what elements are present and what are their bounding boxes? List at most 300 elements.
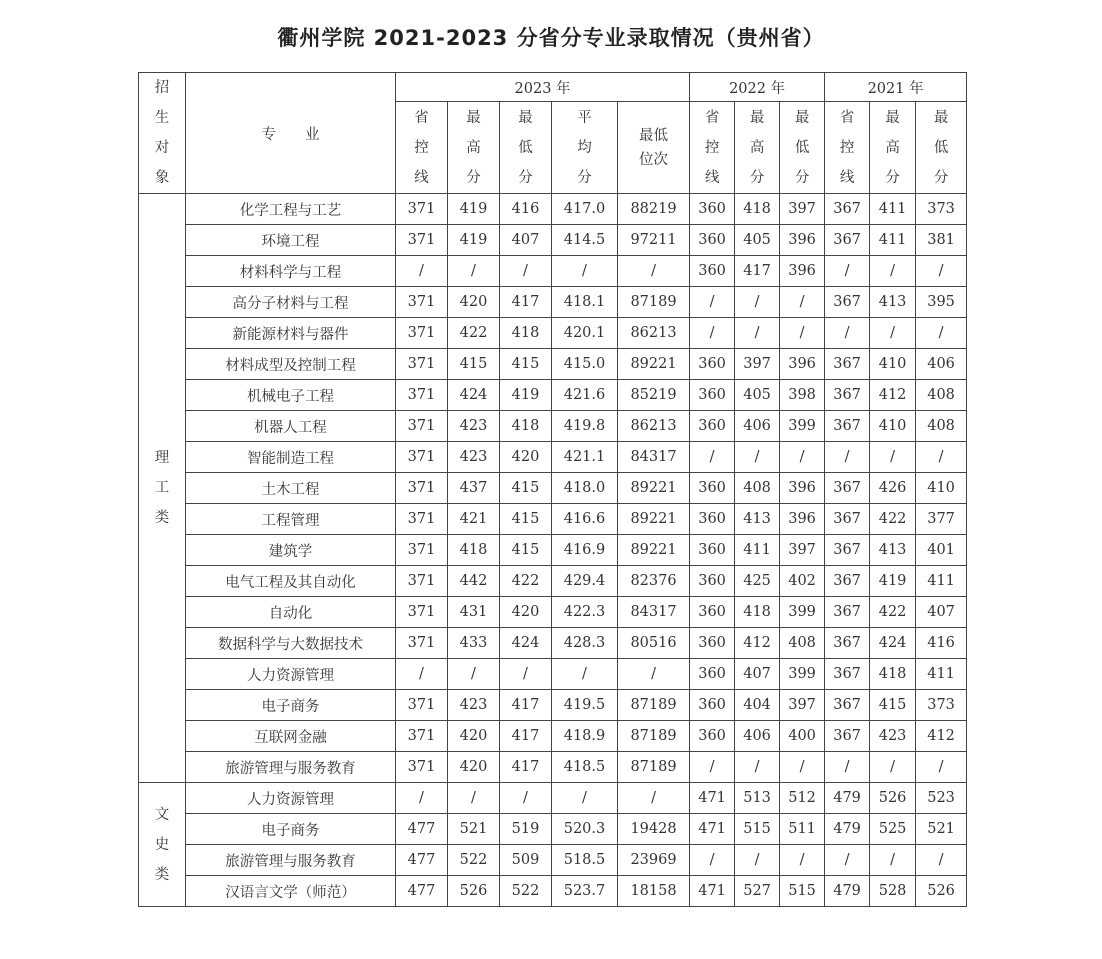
score-cell: 402	[780, 566, 825, 597]
score-cell: /	[690, 752, 735, 783]
score-cell: 424	[870, 628, 916, 659]
score-cell: 417	[735, 256, 780, 287]
table-row	[139, 411, 967, 442]
score-cell: 522	[448, 845, 500, 876]
score-cell: /	[916, 752, 967, 783]
col-header-2022-provincial-line: 省 控 线	[690, 102, 735, 194]
score-cell: /	[735, 287, 780, 318]
major-name: 高分子材料与工程	[186, 287, 396, 318]
major-name: 旅游管理与服务教育	[186, 752, 396, 783]
score-cell: 415	[500, 535, 552, 566]
score-cell: 419	[448, 194, 500, 225]
score-cell: 420	[448, 721, 500, 752]
table-row	[139, 659, 967, 690]
score-cell: 428.3	[552, 628, 618, 659]
score-cell: 371	[396, 225, 448, 256]
table-row	[139, 752, 967, 783]
score-cell: 371	[396, 752, 448, 783]
major-name: 智能制造工程	[186, 442, 396, 473]
score-cell: 87189	[618, 752, 690, 783]
score-cell: 371	[396, 411, 448, 442]
table-row	[139, 721, 967, 752]
score-cell: 521	[916, 814, 967, 845]
major-name: 建筑学	[186, 535, 396, 566]
score-cell: 85219	[618, 380, 690, 411]
table-row	[139, 194, 967, 225]
score-cell: 89221	[618, 473, 690, 504]
score-cell: /	[500, 256, 552, 287]
score-cell: /	[735, 318, 780, 349]
score-cell: 418.0	[552, 473, 618, 504]
score-cell: 420	[448, 752, 500, 783]
score-cell: 18158	[618, 876, 690, 907]
year-2023-header: 2023 年	[396, 73, 690, 102]
score-cell: 415.0	[552, 349, 618, 380]
score-cell: 416.9	[552, 535, 618, 566]
col-header-2021-max-score: 最 高 分	[870, 102, 916, 194]
score-cell: 84317	[618, 597, 690, 628]
score-cell: 360	[690, 504, 735, 535]
score-cell: 367	[825, 566, 870, 597]
score-cell: 523	[916, 783, 967, 814]
score-cell: 410	[870, 349, 916, 380]
year-2021-header: 2021 年	[825, 73, 967, 102]
col-header-2021-min-score: 最 低 分	[916, 102, 967, 194]
score-cell: 412	[870, 380, 916, 411]
score-cell: 367	[825, 504, 870, 535]
score-cell: 408	[916, 380, 967, 411]
major-name: 汉语言文学（师范）	[186, 876, 396, 907]
major-name: 机器人工程	[186, 411, 396, 442]
score-cell: 360	[690, 473, 735, 504]
score-cell: 420	[500, 597, 552, 628]
score-cell: 360	[690, 690, 735, 721]
score-cell: 407	[735, 659, 780, 690]
score-cell: 398	[780, 380, 825, 411]
score-cell: 371	[396, 504, 448, 535]
score-cell: 371	[396, 287, 448, 318]
score-cell: 412	[916, 721, 967, 752]
major-name: 环境工程	[186, 225, 396, 256]
score-cell: 381	[916, 225, 967, 256]
score-cell: /	[870, 752, 916, 783]
score-cell: 371	[396, 535, 448, 566]
score-cell: 87189	[618, 287, 690, 318]
score-cell: 442	[448, 566, 500, 597]
score-cell: 406	[916, 349, 967, 380]
score-cell: /	[618, 256, 690, 287]
score-cell: 479	[825, 783, 870, 814]
score-cell: 377	[916, 504, 967, 535]
score-cell: 396	[780, 504, 825, 535]
score-cell: /	[552, 659, 618, 690]
score-cell: 408	[780, 628, 825, 659]
score-cell: 479	[825, 876, 870, 907]
major-name: 电气工程及其自动化	[186, 566, 396, 597]
major-name: 土木工程	[186, 473, 396, 504]
score-cell: 413	[870, 535, 916, 566]
table-row	[139, 814, 967, 845]
major-name: 工程管理	[186, 504, 396, 535]
score-cell: 422.3	[552, 597, 618, 628]
score-cell: /	[825, 256, 870, 287]
score-cell: 360	[690, 256, 735, 287]
score-cell: 523.7	[552, 876, 618, 907]
score-cell: 515	[735, 814, 780, 845]
score-cell: /	[825, 752, 870, 783]
score-cell: 371	[396, 194, 448, 225]
score-cell: 419	[500, 380, 552, 411]
score-cell: 417.0	[552, 194, 618, 225]
major-name: 电子商务	[186, 814, 396, 845]
score-cell: 397	[780, 535, 825, 566]
score-cell: 471	[690, 876, 735, 907]
score-cell: 367	[825, 225, 870, 256]
score-cell: 371	[396, 380, 448, 411]
score-cell: 424	[448, 380, 500, 411]
score-cell: 422	[870, 597, 916, 628]
major-name: 自动化	[186, 597, 396, 628]
score-cell: 414.5	[552, 225, 618, 256]
score-cell: /	[396, 659, 448, 690]
score-cell: 413	[735, 504, 780, 535]
score-cell: /	[552, 783, 618, 814]
score-cell: 420.1	[552, 318, 618, 349]
table-row	[139, 256, 967, 287]
score-cell: 477	[396, 845, 448, 876]
score-cell: 418	[500, 318, 552, 349]
table-row	[139, 349, 967, 380]
score-cell: 519	[500, 814, 552, 845]
score-cell: 415	[448, 349, 500, 380]
score-cell: 367	[825, 535, 870, 566]
score-cell: 419	[448, 225, 500, 256]
score-cell: 19428	[618, 814, 690, 845]
score-cell: 360	[690, 411, 735, 442]
score-cell: 360	[690, 628, 735, 659]
score-cell: 411	[916, 659, 967, 690]
major-name: 人力资源管理	[186, 659, 396, 690]
score-cell: 367	[825, 473, 870, 504]
major-header: 专 业	[186, 73, 396, 194]
score-cell: /	[690, 287, 735, 318]
score-cell: /	[825, 442, 870, 473]
score-cell: 418.1	[552, 287, 618, 318]
score-cell: 82376	[618, 566, 690, 597]
score-cell: 518.5	[552, 845, 618, 876]
major-name: 新能源材料与器件	[186, 318, 396, 349]
score-cell: /	[780, 318, 825, 349]
score-cell: /	[448, 256, 500, 287]
score-cell: 86213	[618, 318, 690, 349]
score-cell: 89221	[618, 349, 690, 380]
score-cell: 422	[500, 566, 552, 597]
score-cell: /	[825, 845, 870, 876]
score-cell: 367	[825, 659, 870, 690]
score-cell: 371	[396, 349, 448, 380]
score-cell: 528	[870, 876, 916, 907]
score-cell: 423	[448, 411, 500, 442]
major-name: 机械电子工程	[186, 380, 396, 411]
category-cell: 文 史 类	[139, 783, 186, 907]
score-cell: 371	[396, 597, 448, 628]
category-header: 招 生 对 象	[139, 73, 186, 194]
score-cell: 367	[825, 597, 870, 628]
table-row	[139, 783, 967, 814]
category-cell: 理 工 类	[139, 194, 186, 783]
document-title: 衢州学院 2021-2023 分省分专业录取情况（贵州省）	[277, 26, 825, 50]
major-name: 人力资源管理	[186, 783, 396, 814]
score-cell: 415	[500, 349, 552, 380]
score-cell: 87189	[618, 690, 690, 721]
score-cell: /	[870, 845, 916, 876]
major-name: 材料成型及控制工程	[186, 349, 396, 380]
table-row	[139, 535, 967, 566]
score-cell: 89221	[618, 504, 690, 535]
score-cell: 413	[870, 287, 916, 318]
score-cell: 411	[870, 225, 916, 256]
score-cell: 423	[448, 442, 500, 473]
score-cell: 526	[448, 876, 500, 907]
score-cell: /	[735, 845, 780, 876]
score-cell: 418	[448, 535, 500, 566]
score-cell: 360	[690, 225, 735, 256]
score-cell: 431	[448, 597, 500, 628]
score-cell: 396	[780, 473, 825, 504]
score-cell: 360	[690, 721, 735, 752]
table-row	[139, 287, 967, 318]
score-cell: /	[916, 845, 967, 876]
score-cell: 86213	[618, 411, 690, 442]
table-row	[139, 504, 967, 535]
score-cell: 411	[870, 194, 916, 225]
score-cell: 360	[690, 659, 735, 690]
score-cell: 418	[735, 194, 780, 225]
score-cell: 367	[825, 287, 870, 318]
table-header	[139, 73, 967, 194]
score-cell: 84317	[618, 442, 690, 473]
score-cell: 371	[396, 318, 448, 349]
score-cell: 418.5	[552, 752, 618, 783]
score-cell: 416.6	[552, 504, 618, 535]
col-header-2022-min-score: 最 低 分	[780, 102, 825, 194]
score-cell: 426	[870, 473, 916, 504]
score-cell: 419.5	[552, 690, 618, 721]
score-cell: /	[396, 783, 448, 814]
score-cell: 405	[735, 225, 780, 256]
col-header-2021-provincial-line: 省 控 线	[825, 102, 870, 194]
score-cell: 406	[735, 721, 780, 752]
score-cell: 87189	[618, 721, 690, 752]
score-cell: 399	[780, 597, 825, 628]
score-cell: 418.9	[552, 721, 618, 752]
score-cell: 399	[780, 659, 825, 690]
admission-table	[138, 72, 967, 907]
score-cell: 400	[780, 721, 825, 752]
score-cell: 437	[448, 473, 500, 504]
score-cell: /	[618, 659, 690, 690]
major-name: 材料科学与工程	[186, 256, 396, 287]
score-cell: 415	[870, 690, 916, 721]
score-cell: 526	[916, 876, 967, 907]
score-cell: 367	[825, 194, 870, 225]
score-cell: 360	[690, 194, 735, 225]
score-cell: /	[780, 752, 825, 783]
score-cell: 371	[396, 566, 448, 597]
score-cell: 425	[735, 566, 780, 597]
score-cell: 477	[396, 876, 448, 907]
score-cell: 406	[735, 411, 780, 442]
score-cell: 410	[916, 473, 967, 504]
score-cell: 419	[870, 566, 916, 597]
score-cell: 419.8	[552, 411, 618, 442]
table-row	[139, 225, 967, 256]
score-cell: 421.1	[552, 442, 618, 473]
score-cell: /	[618, 783, 690, 814]
score-cell: 471	[690, 783, 735, 814]
score-cell: 420	[500, 442, 552, 473]
col-header-2023-max-score: 最 高 分	[448, 102, 500, 194]
score-cell: 367	[825, 721, 870, 752]
score-cell: 421	[448, 504, 500, 535]
score-cell: 415	[500, 504, 552, 535]
score-cell: 396	[780, 225, 825, 256]
score-cell: 399	[780, 411, 825, 442]
score-cell: 424	[500, 628, 552, 659]
score-cell: 412	[735, 628, 780, 659]
table-row	[139, 473, 967, 504]
score-cell: 416	[916, 628, 967, 659]
score-cell: 433	[448, 628, 500, 659]
table-row	[139, 380, 967, 411]
score-cell: 396	[780, 256, 825, 287]
table-row	[139, 318, 967, 349]
score-cell: 416	[500, 194, 552, 225]
score-cell: 373	[916, 194, 967, 225]
table-row	[139, 628, 967, 659]
score-cell: /	[780, 845, 825, 876]
score-cell: 471	[690, 814, 735, 845]
score-cell: 420	[448, 287, 500, 318]
col-header-2023-min-score: 最 低 分	[500, 102, 552, 194]
score-cell: 521	[448, 814, 500, 845]
score-cell: /	[448, 659, 500, 690]
score-cell: 417	[500, 287, 552, 318]
score-cell: 367	[825, 690, 870, 721]
score-cell: 89221	[618, 535, 690, 566]
score-cell: 522	[500, 876, 552, 907]
score-cell: 397	[780, 690, 825, 721]
score-cell: 429.4	[552, 566, 618, 597]
score-cell: 527	[735, 876, 780, 907]
col-header-2023-provincial-line: 省 控 线	[396, 102, 448, 194]
score-cell: 415	[500, 473, 552, 504]
score-cell: /	[448, 783, 500, 814]
score-cell: 371	[396, 442, 448, 473]
score-cell: 423	[448, 690, 500, 721]
major-name: 化学工程与工艺	[186, 194, 396, 225]
score-cell: 525	[870, 814, 916, 845]
score-cell: 511	[780, 814, 825, 845]
year-2022-header: 2022 年	[690, 73, 825, 102]
table-row	[139, 566, 967, 597]
score-cell: /	[780, 442, 825, 473]
score-cell: 515	[780, 876, 825, 907]
score-cell: 410	[870, 411, 916, 442]
score-cell: 360	[690, 535, 735, 566]
score-cell: 479	[825, 814, 870, 845]
score-cell: 373	[916, 690, 967, 721]
table-body	[139, 194, 967, 907]
score-cell: 526	[870, 783, 916, 814]
score-cell: 360	[690, 349, 735, 380]
score-cell: 88219	[618, 194, 690, 225]
score-cell: /	[735, 752, 780, 783]
score-cell: /	[916, 442, 967, 473]
score-cell: 417	[500, 721, 552, 752]
score-cell: 418	[500, 411, 552, 442]
score-cell: 404	[735, 690, 780, 721]
score-cell: 418	[870, 659, 916, 690]
score-cell: /	[870, 256, 916, 287]
score-cell: 360	[690, 380, 735, 411]
score-cell: 367	[825, 411, 870, 442]
score-cell: /	[690, 318, 735, 349]
score-cell: 395	[916, 287, 967, 318]
score-cell: 367	[825, 380, 870, 411]
score-cell: 397	[780, 194, 825, 225]
score-cell: /	[552, 256, 618, 287]
score-cell: 407	[916, 597, 967, 628]
score-cell: /	[916, 256, 967, 287]
score-cell: 397	[735, 349, 780, 380]
score-cell: 405	[735, 380, 780, 411]
score-cell: /	[396, 256, 448, 287]
year-header-row	[139, 73, 967, 102]
score-cell: 411	[735, 535, 780, 566]
score-cell: 422	[448, 318, 500, 349]
score-cell: /	[690, 845, 735, 876]
score-cell: 520.3	[552, 814, 618, 845]
score-cell: 477	[396, 814, 448, 845]
score-cell: 407	[500, 225, 552, 256]
score-cell: 417	[500, 690, 552, 721]
major-name: 旅游管理与服务教育	[186, 845, 396, 876]
score-cell: 401	[916, 535, 967, 566]
score-cell: /	[825, 318, 870, 349]
score-cell: /	[916, 318, 967, 349]
score-cell: 371	[396, 473, 448, 504]
col-header-2023-min-rank: 最低 位次	[618, 102, 690, 194]
score-cell: 371	[396, 721, 448, 752]
score-cell: 360	[690, 566, 735, 597]
score-cell: 408	[916, 411, 967, 442]
score-cell: 509	[500, 845, 552, 876]
major-name: 数据科学与大数据技术	[186, 628, 396, 659]
score-cell: 422	[870, 504, 916, 535]
score-cell: 367	[825, 628, 870, 659]
table-row	[139, 690, 967, 721]
col-header-2023-avg-score: 平 均 分	[552, 102, 618, 194]
score-cell: /	[870, 442, 916, 473]
score-cell: 371	[396, 628, 448, 659]
score-cell: 80516	[618, 628, 690, 659]
table-row	[139, 597, 967, 628]
score-cell: 408	[735, 473, 780, 504]
score-cell: 396	[780, 349, 825, 380]
score-cell: /	[780, 287, 825, 318]
score-cell: 417	[500, 752, 552, 783]
